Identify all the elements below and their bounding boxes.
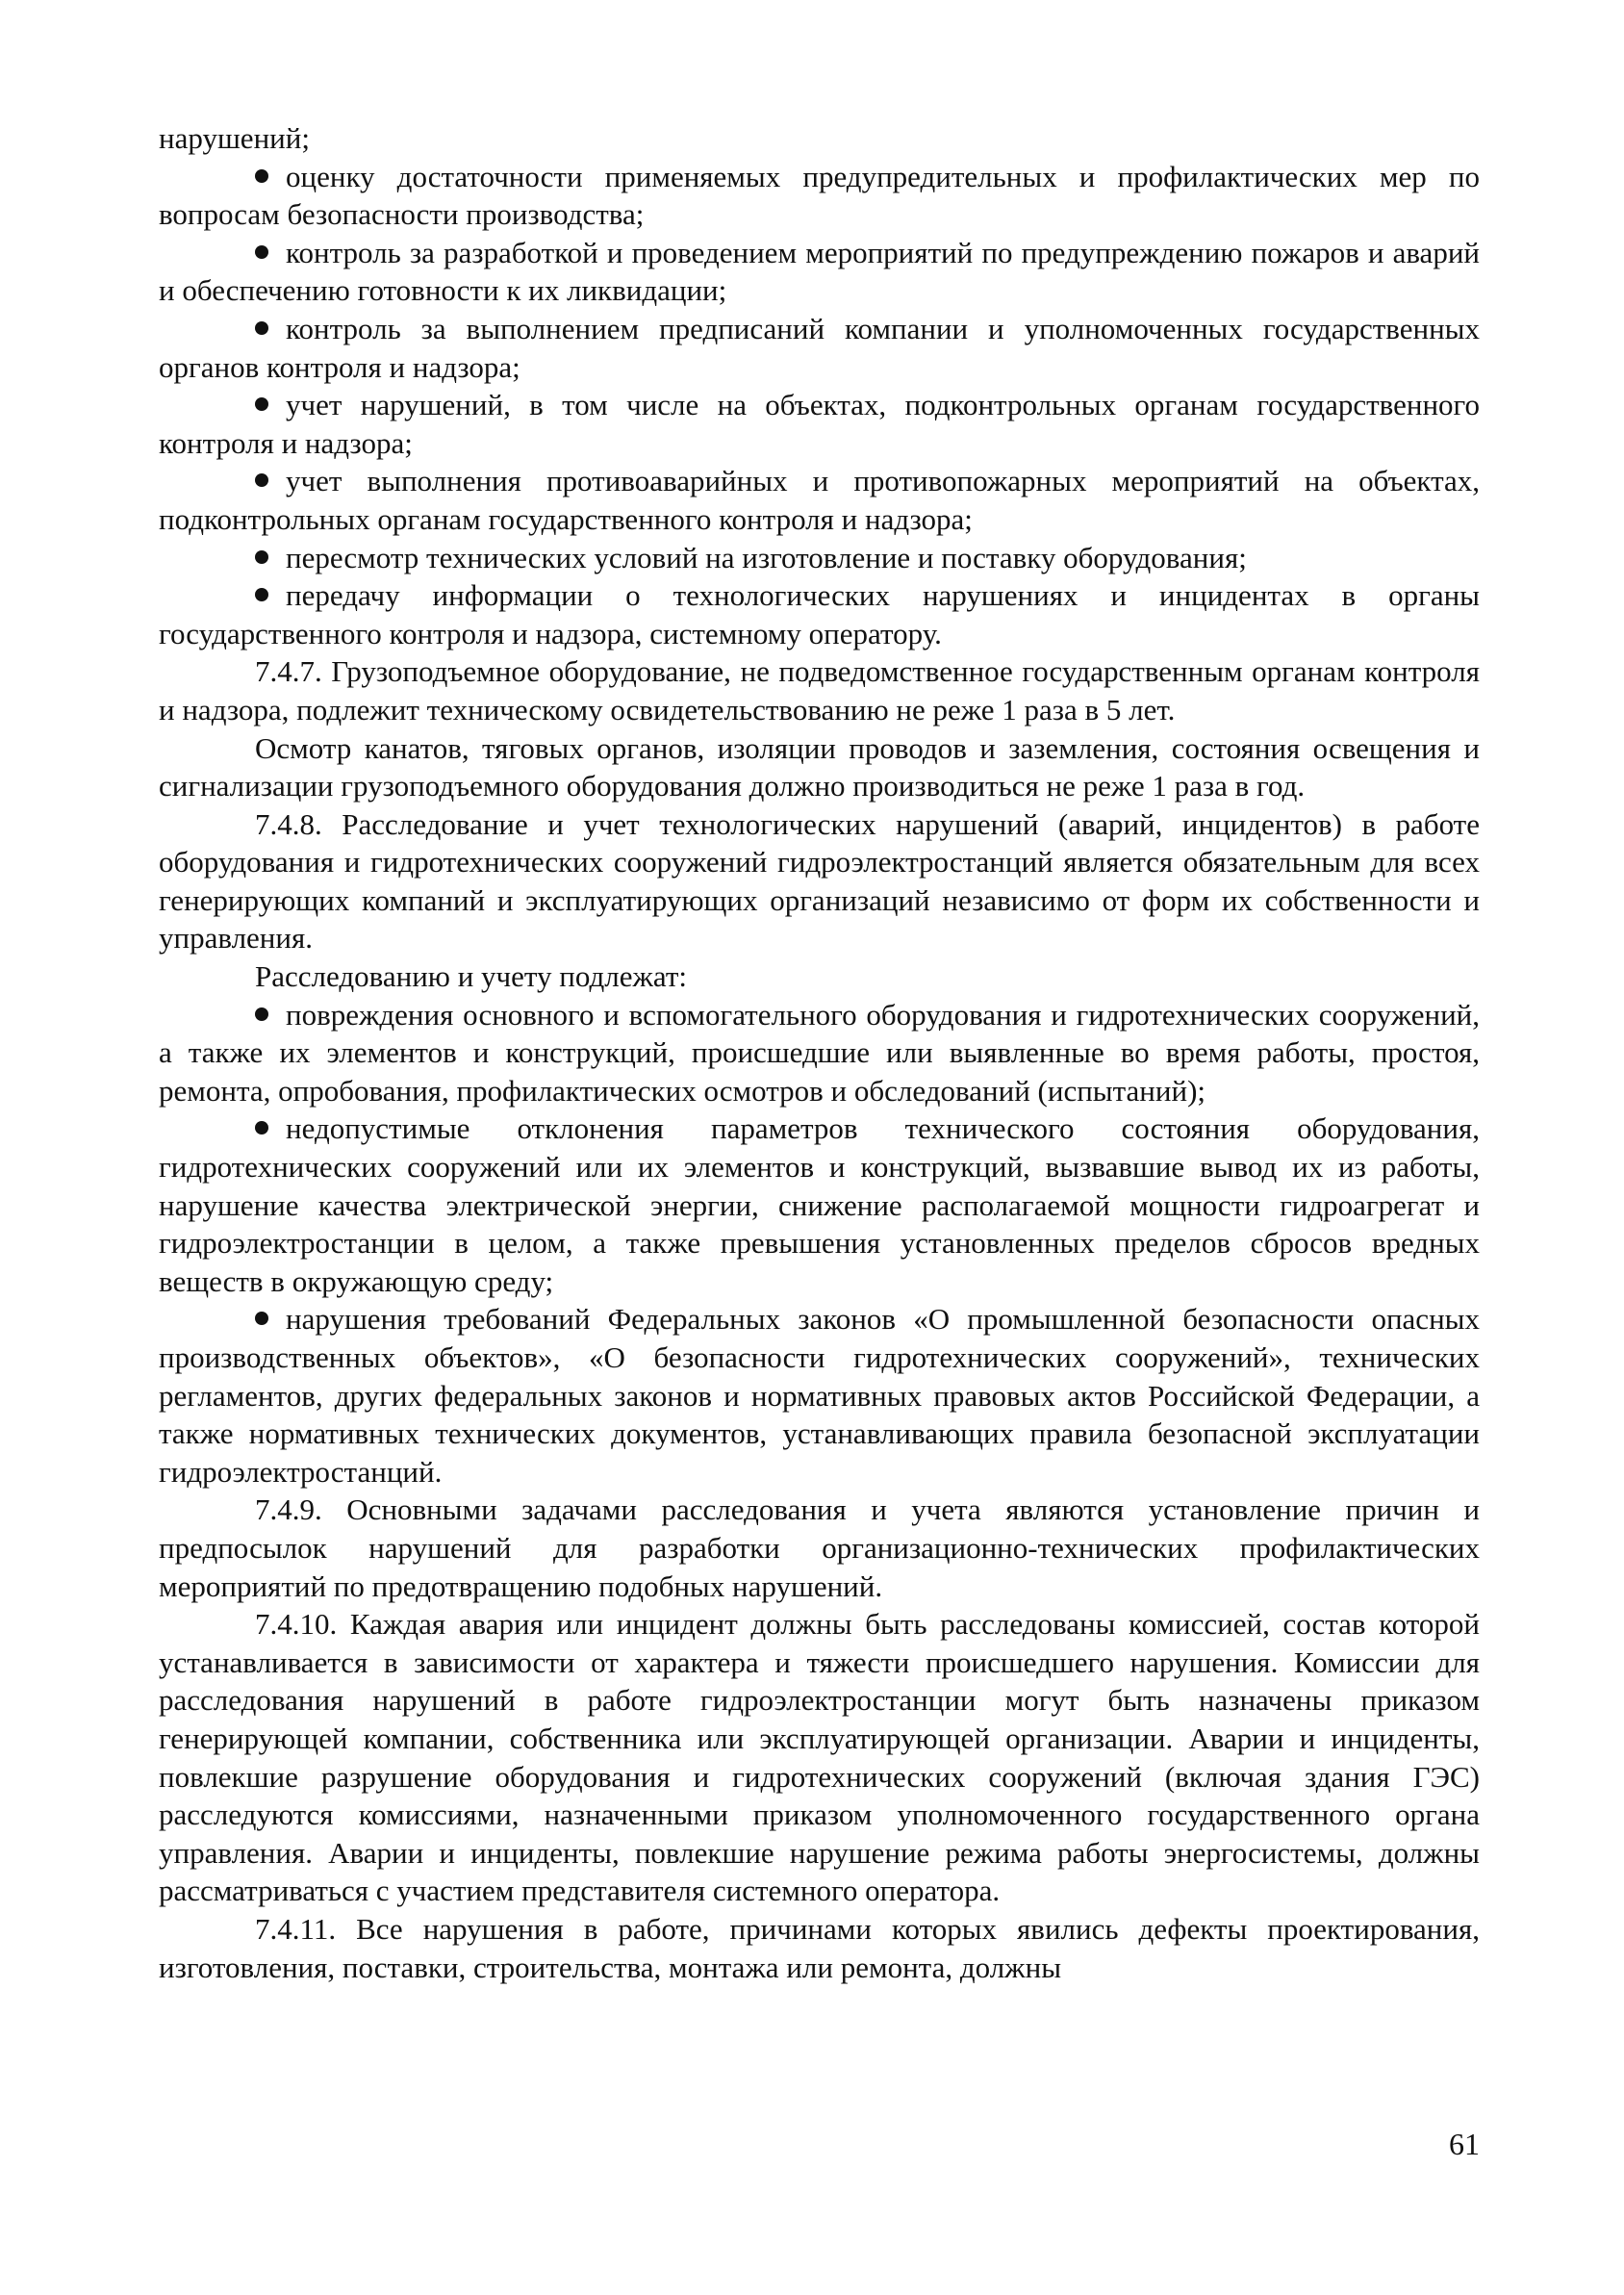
bullet-icon [255,245,268,259]
list-item [159,234,1480,310]
paragraph-7-4-7: 7.4.7. Грузоподъемное оборудование, не подведомственное государственным органам контроля и надзора, подлежит техническому освидетельствованию не реже 1 раза в 5 лет. [159,654,1480,727]
document-body [159,119,1480,1986]
bullet-icon [255,169,268,183]
bullet-icon [255,473,268,487]
page-number: 61 [1449,2127,1480,2161]
bullet-icon [255,1312,268,1325]
paragraph-7-4-8-subject: Расследованию и учету подлежат: [255,959,688,994]
list-item-text: передачу информации о технологических нарушениях и инцидентах в органы государственного контроля и надзора, системному оператору. [159,578,1480,650]
bullet-icon [255,588,268,601]
list-item [159,462,1480,538]
investigation-list [159,996,1480,1492]
list-item [159,576,1480,652]
list-item [159,996,1480,1110]
list-item-text: контроль за выполнением предписаний компании и уполномоченных государственных органов контроля и надзора; [159,311,1480,384]
list-item [159,1300,1480,1491]
bullet-icon [255,397,268,411]
paragraph-7-4-8: 7.4.8. Расследование и учет технологических нарушений (аварий, инцидентов) в работе оборудования и гидротехнических сооружений гидроэлектростанций является обязательным для всех генерирующих компаний и эксплуатирующих организаций независимо от форм их собственности и управления. [159,806,1480,956]
list-item-text: пересмотр технических условий на изготовление и поставку оборудования; [286,540,1247,574]
list-item-text: контроль за разработкой и проведением мероприятий по предупреждению пожаров и аварий и обеспечению готовности к их ликвидации; [159,235,1480,308]
list-item [159,310,1480,386]
continuation-text: нарушений; [159,121,310,155]
paragraph-7-4-7-inspection: Осмотр канатов, тяговых органов, изоляции проводов и заземления, состояния освещения и сигнализации грузоподъемного оборудования должно производиться не реже 1 раза в год. [159,730,1480,803]
paragraph-7-4-9: 7.4.9. Основными задачами расследования и учета являются установление причин и предпосылок нарушений для разработки организационно-технических профилактических мероприятий по предотвращению подобных нарушений. [159,1492,1480,1603]
paragraph-7-4-11: 7.4.11. Все нарушения в работе, причинами которых явились дефекты проектирования, изготовления, поставки, строительства, монтажа или ремонта, должны [159,1911,1480,1984]
list-item-text: нарушения требований Федеральных законов «О промышленной безопасности опасных производственных объектов», «О безопасности гидротехнических сооружений», технических регламентов, других федеральных законов и нормативных правовых актов Российской Федерации, а также нормативных технических документов, устанавливающих правила безопасной эксплуатации гидроэлектростанций. [159,1302,1480,1489]
list-item [159,539,1480,577]
bullet-icon [255,1121,268,1135]
list-item-text: учет выполнения противоаварийных и противопожарных мероприятий на объектах, подконтрольных органам государственного контроля и надзора; [159,464,1480,536]
list-item [159,158,1480,234]
bullet-icon [255,1007,268,1021]
list-item [159,1109,1480,1300]
duties-list [159,158,1480,653]
list-item-text: повреждения основного и вспомогательного оборудования и гидротехнических сооружений, а также их элементов и конструкций, происшедшие или выявленные во время работы, простоя, ремонта, опробования, профилактических осмотров и обследований (испытаний); [159,997,1480,1108]
paragraph-7-4-10: 7.4.10. Каждая авария или инцидент должны быть расследованы комиссией, состав которой устанавливается в зависимости от характера и тяжести происшедшего нарушения. Комиссии для расследования нарушений в работе гидроэлектростанции могут быть назначены приказом генерирующей компании, собственника или эксплуатирующей организации. Аварии и инциденты, повлекшие разрушение оборудования и гидротехнических сооружений (включая здания ГЭС) расследуются комиссиями, назначенными приказом уполномоченного государственного органа управления. Аварии и инциденты, повлекшие нарушение режима работы энергосистемы, должны рассматриваться с участием представителя системного оператора. [159,1607,1480,1908]
bullet-icon [255,321,268,335]
list-item-text: оценку достаточности применяемых предупредительных и профилактических мер по вопросам безопасности производства; [159,159,1480,232]
list-item-text: недопустимые отклонения параметров технического состояния оборудования, гидротехнических сооружений или их элементов и конструкций, вызвавшие вывод их из работы, нарушение качества электрической энергии, снижение располагаемой мощности гидроагрегат и гидроэлектростанции в целом, а также превышения установленных пределов сбросов вредных веществ в окружающую среду; [159,1111,1480,1298]
list-item [159,386,1480,462]
bullet-icon [255,550,268,564]
list-item-text: учет нарушений, в том числе на объектах, подконтрольных органам государственного контроля и надзора; [159,388,1480,460]
